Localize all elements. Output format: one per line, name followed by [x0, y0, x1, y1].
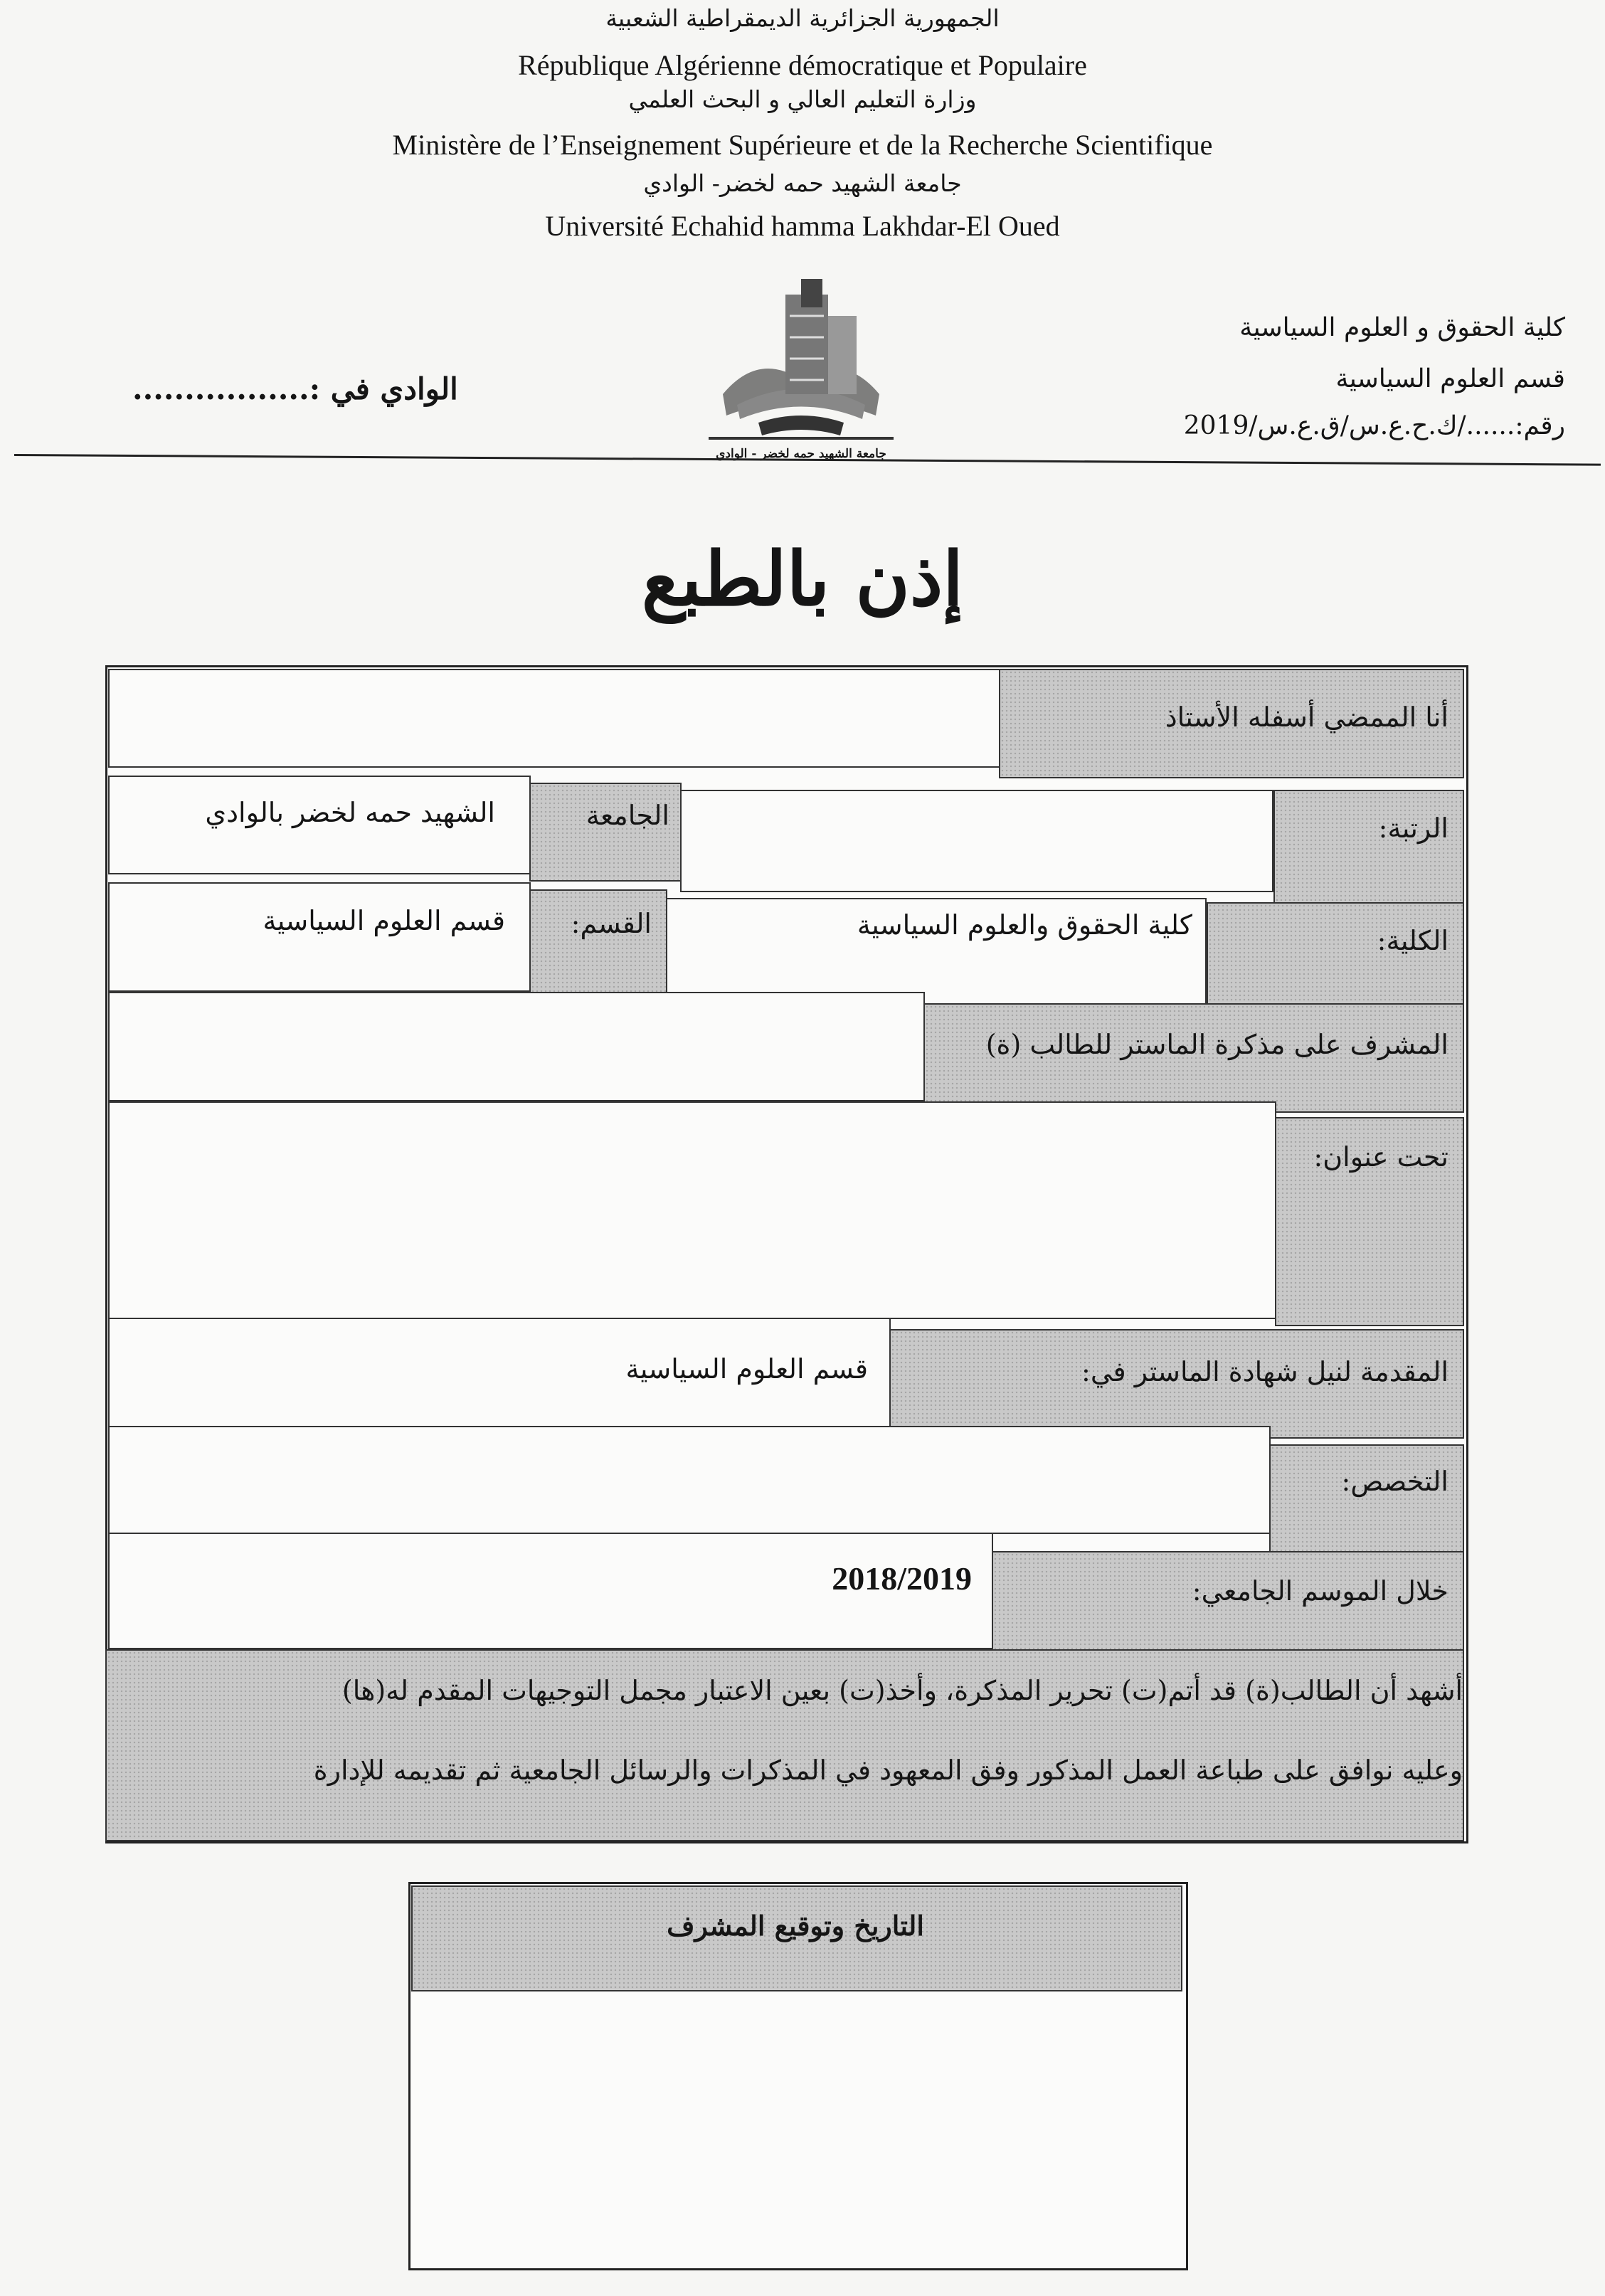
rank-field[interactable] — [680, 790, 1273, 892]
department-value: قسم العلوم السياسية — [263, 905, 505, 936]
season-value: 2018/2019 — [832, 1560, 972, 1597]
rank-label-cell — [1273, 790, 1464, 905]
undersigned-label: أنا الممضي أسفله الأستاذ — [1165, 702, 1448, 733]
student-name-field[interactable] — [108, 992, 925, 1101]
rank-label: الرتبة: — [1378, 813, 1448, 844]
header-ar-republic: الجمهورية الجزائرية الديمقراطية الشعبية — [605, 4, 1000, 32]
thesis-title-field[interactable] — [108, 1101, 1276, 1319]
signature-area[interactable] — [413, 1992, 1178, 2263]
attestation-line-2: وعليه نوافق على طباعة العمل المذكور وفق المعهود في المذكرات والرسائل الجامعية ثم تقديمه للإدارة — [313, 1755, 1463, 1786]
thesis-title-label: تحت عنوان: — [1313, 1141, 1448, 1173]
degree-value: قسم العلوم السياسية — [625, 1353, 868, 1385]
specialty-label: التخصص: — [1341, 1466, 1448, 1497]
faculty-header-text: كلية الحقوق و العلوم السياسية — [1239, 313, 1565, 342]
header-fr-republic: République Algérienne démocratique et Populaire — [518, 49, 1087, 81]
department-value-cell — [108, 882, 531, 992]
logo-caption: جامعة الشهيد حمه لخضر - الوادي — [716, 447, 886, 461]
supervisor-label: المشرف على مذكرة الماستر للطالب (ة) — [985, 1029, 1448, 1060]
header-fr-ministry: Ministère de l’Enseignement Supérieure et de la Recherche Scientifique — [392, 129, 1213, 161]
degree-label: المقدمة لنيل شهادة الماستر في: — [1081, 1356, 1448, 1387]
header-ar-ministry: وزارة التعليم العالي و البحث العلمي — [628, 85, 977, 113]
university-label-cell — [529, 783, 682, 882]
undersigned-name-field[interactable] — [108, 669, 1000, 768]
faculty-value: كلية الحقوق والعلوم السياسية — [857, 909, 1192, 941]
department-label: القسم: — [571, 908, 652, 939]
university-logo-graphic — [694, 273, 908, 444]
department-label-cell — [529, 889, 667, 999]
university-logo — [694, 273, 908, 472]
place-date-text: الوادي في :................. — [132, 371, 458, 406]
specialty-field[interactable] — [108, 1426, 1271, 1534]
faculty-label: الكلية: — [1377, 925, 1448, 956]
header-fr-university: Université Echahid hamma Lakhdar-El Oued — [545, 210, 1060, 242]
signature-label: التاريخ وتوقيع المشرف — [667, 1910, 924, 1942]
faculty-label-cell — [1207, 902, 1464, 1015]
university-value: الشهيد حمه لخضر بالوادي — [205, 797, 495, 828]
attestation-line-1: أشهد أن الطالب(ة) قد أتم(ت) تحرير المذكرة، وأخذ(ت) بعين الاعتبار مجمل التوجيهات المقدم له(ها) — [341, 1675, 1463, 1706]
specialty-label-cell — [1269, 1444, 1464, 1552]
university-label: الجامعة — [586, 800, 669, 831]
department-header-text: قسم العلوم السياسية — [1335, 364, 1565, 393]
header-ar-university: جامعة الشهيد حمه لخضر- الوادي — [643, 169, 962, 197]
season-label: خلال الموسم الجامعي: — [1192, 1575, 1448, 1607]
reference-number-text: رقم:....../ك.ح.ع.س/ق.ع.س/2019 — [1183, 411, 1565, 440]
page-title: إذن بالطبع — [641, 535, 964, 623]
